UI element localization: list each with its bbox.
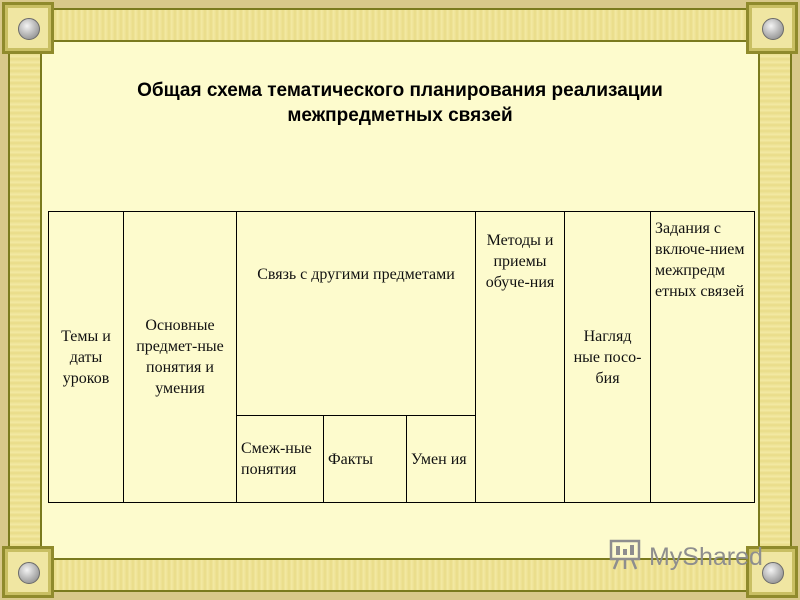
- slide-title: [60, 78, 740, 128]
- corner-rivet-top-left: [2, 2, 54, 54]
- subheader-facts: Факты: [324, 416, 407, 503]
- rivet-icon: [762, 562, 784, 584]
- header-methods: Методы и приемы обуче-ния: [476, 212, 565, 503]
- subheader-related-concepts: Смеж-ные понятия: [237, 416, 324, 503]
- header-tasks: Задания с включе-нием межпредм етных связей: [651, 212, 755, 503]
- watermark-text: MyShared: [648, 543, 763, 571]
- corner-rivet-top-right: [746, 2, 798, 54]
- header-concepts: Основные предмет-ные понятия и умения: [124, 212, 237, 503]
- planning-table: [48, 211, 755, 503]
- frame-right-bar: [758, 38, 792, 562]
- rivet-icon: [18, 18, 40, 40]
- title-line-1: Общая схема тематического планирования реализации: [137, 80, 663, 101]
- header-topics: Темы и даты уроков: [49, 212, 124, 503]
- title-line-2: межпредметных связей: [287, 105, 513, 126]
- frame-top-bar: [38, 8, 762, 42]
- frame-left-bar: [8, 38, 42, 562]
- header-links: Связь с другими предметами: [237, 212, 476, 416]
- rivet-icon: [18, 562, 40, 584]
- corner-rivet-bottom-left: [2, 546, 54, 598]
- subheader-skills: Умен ия: [407, 416, 476, 503]
- header-visual-aids: Нагляд ные посо-бия: [565, 212, 651, 503]
- myshared-watermark: [608, 537, 763, 571]
- presentation-board-icon: [608, 537, 642, 578]
- table-header-row: [49, 212, 755, 416]
- rivet-icon: [762, 18, 784, 40]
